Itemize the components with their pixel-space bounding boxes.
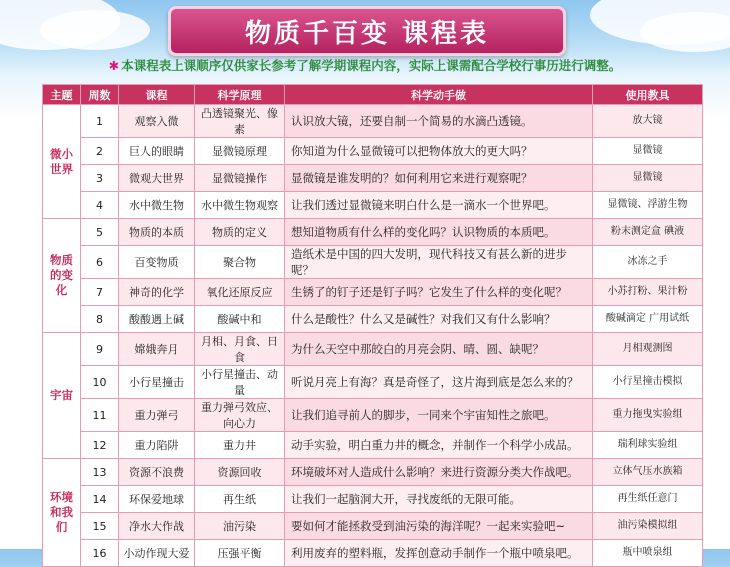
notice-text <box>0 56 730 74</box>
cloud-decoration <box>40 10 150 50</box>
week-cell: 16 <box>81 540 119 567</box>
principle-cell: 再生纸 <box>195 486 285 513</box>
week-cell: 15 <box>81 513 119 540</box>
principle-cell: 显微镜操作 <box>195 165 285 192</box>
activity-cell: 造纸术是中国的四大发明，现代科技又有甚么新的进步呢？ <box>285 246 593 279</box>
course-cell: 重力弹弓 <box>119 399 195 432</box>
week-cell: 1 <box>81 105 119 138</box>
table-row <box>43 138 703 165</box>
tools-cell: 酸碱滴定 广用试纸 <box>593 306 703 333</box>
tools-cell: 冰冻之手 <box>593 246 703 279</box>
activity-cell: 什么是酸性？什么又是碱性？对我们又有什么影响？ <box>285 306 593 333</box>
week-cell: 5 <box>81 219 119 246</box>
week-cell: 7 <box>81 279 119 306</box>
activity-cell: 你知道为什么显微镜可以把物体放大的更大吗？ <box>285 138 593 165</box>
activity-cell: 要如何才能拯救受到油污染的海洋呢？一起来实验吧~ <box>285 513 593 540</box>
principle-cell: 水中微生物观察 <box>195 192 285 219</box>
course-cell: 酸酸遇上碱 <box>119 306 195 333</box>
activity-cell: 听说月亮上有海？真是奇怪了，这片海到底是怎么来的？ <box>285 366 593 399</box>
tools-cell: 粉末测定盒 碘液 <box>593 219 703 246</box>
table-row <box>43 513 703 540</box>
tools-cell: 显微镜 <box>593 165 703 192</box>
table-row <box>43 540 703 567</box>
header-activity: 科学动手做 <box>285 85 593 105</box>
principle-cell: 凸透镜聚光、像素 <box>195 105 285 138</box>
week-cell: 12 <box>81 432 119 459</box>
table-row <box>43 366 703 399</box>
table-row <box>43 219 703 246</box>
activity-cell: 显微镜是谁发明的？如何利用它来进行观察呢？ <box>285 165 593 192</box>
activity-cell: 动手实验，明白重力井的概念，并制作一个科学小成品。 <box>285 432 593 459</box>
week-cell: 14 <box>81 486 119 513</box>
header-tools: 使用教具 <box>593 85 703 105</box>
week-cell: 4 <box>81 192 119 219</box>
tools-cell: 瓶中喷泉组 <box>593 540 703 567</box>
cloud-decoration <box>640 12 730 52</box>
table-header-row <box>43 85 703 105</box>
principle-cell: 重力井 <box>195 432 285 459</box>
week-cell: 9 <box>81 333 119 366</box>
table-row <box>43 486 703 513</box>
notice-label: 本课程表上课顺序仅供家长参考了解学期课程内容，实际上课需配合学校行事历进行调整。 <box>121 58 622 73</box>
tools-cell: 小行星撞击模拟 <box>593 366 703 399</box>
course-cell: 小动作现大爱 <box>119 540 195 567</box>
course-cell: 物质的本质 <box>119 219 195 246</box>
course-cell: 神奇的化学 <box>119 279 195 306</box>
theme-cell: 物质的变化 <box>43 219 81 333</box>
principle-cell: 重力弹弓效应、向心力 <box>195 399 285 432</box>
principle-cell: 月相、月食、日食 <box>195 333 285 366</box>
header-principle: 科学原理 <box>195 85 285 105</box>
course-cell: 巨人的眼睛 <box>119 138 195 165</box>
theme-cell: 宇宙 <box>43 333 81 459</box>
course-cell: 嫦娥奔月 <box>119 333 195 366</box>
header-week: 周数 <box>81 85 119 105</box>
course-cell: 小行星撞击 <box>119 366 195 399</box>
table-row <box>43 105 703 138</box>
principle-cell: 酸碱中和 <box>195 306 285 333</box>
header-course: 课程 <box>119 85 195 105</box>
principle-cell: 氧化还原反应 <box>195 279 285 306</box>
theme-cell: 环境和我们 <box>43 459 81 567</box>
course-cell: 净水大作战 <box>119 513 195 540</box>
course-cell: 资源不浪费 <box>119 459 195 486</box>
table-row <box>43 432 703 459</box>
theme-cell: 微小世界 <box>43 105 81 219</box>
principle-cell: 聚合物 <box>195 246 285 279</box>
table-row <box>43 333 703 366</box>
tools-cell: 立体气压水族箱 <box>593 459 703 486</box>
course-cell: 微观大世界 <box>119 165 195 192</box>
principle-cell: 小行星撞击、动量 <box>195 366 285 399</box>
course-cell: 观察入微 <box>119 105 195 138</box>
tools-cell: 显微镜 <box>593 138 703 165</box>
course-cell: 环保爱地球 <box>119 486 195 513</box>
schedule-table <box>42 84 703 567</box>
table-row <box>43 279 703 306</box>
course-cell: 重力陷阱 <box>119 432 195 459</box>
activity-cell: 让我们透过显微镜来明白什么是一滴水一个世界吧。 <box>285 192 593 219</box>
week-cell: 6 <box>81 246 119 279</box>
activity-cell: 想知道物质有什么样的变化吗？认识物质的本质吧。 <box>285 219 593 246</box>
course-cell: 水中微生物 <box>119 192 195 219</box>
tools-cell: 放大镜 <box>593 105 703 138</box>
tools-cell: 油污染模拟组 <box>593 513 703 540</box>
table-row <box>43 306 703 333</box>
activity-cell: 利用废弃的塑料瓶，发挥创意动手制作一个瓶中喷泉吧。 <box>285 540 593 567</box>
week-cell: 13 <box>81 459 119 486</box>
activity-cell: 让我们一起脑洞大开，寻找废纸的无限可能。 <box>285 486 593 513</box>
tools-cell: 月相观测图 <box>593 333 703 366</box>
principle-cell: 物质的定义 <box>195 219 285 246</box>
principle-cell: 油污染 <box>195 513 285 540</box>
tools-cell: 再生纸任意门 <box>593 486 703 513</box>
activity-cell: 让我们追寻前人的脚步，一同来个宇宙知性之旅吧。 <box>285 399 593 432</box>
tools-cell: 小苏打粉、果汁粉 <box>593 279 703 306</box>
table-row <box>43 459 703 486</box>
tools-cell: 瑞利球实验组 <box>593 432 703 459</box>
table-row <box>43 192 703 219</box>
activity-cell: 生锈了的钉子还是钉子吗？它发生了什么样的变化呢？ <box>285 279 593 306</box>
page-title: 物质千百变 课程表 <box>168 6 566 56</box>
principle-cell: 显微镜原理 <box>195 138 285 165</box>
activity-cell: 环境破坏对人造成什么影响？来进行资源分类大作战吧。 <box>285 459 593 486</box>
activity-cell: 为什么天空中那皎白的月亮会阴、晴、圆、缺呢？ <box>285 333 593 366</box>
week-cell: 8 <box>81 306 119 333</box>
tools-cell: 重力拖曳实验组 <box>593 399 703 432</box>
principle-cell: 资源回收 <box>195 459 285 486</box>
table-row <box>43 399 703 432</box>
table-row <box>43 165 703 192</box>
principle-cell: 压强平衡 <box>195 540 285 567</box>
course-cell: 百变物质 <box>119 246 195 279</box>
week-cell: 10 <box>81 366 119 399</box>
week-cell: 11 <box>81 399 119 432</box>
tools-cell: 显微镜、浮游生物 <box>593 192 703 219</box>
activity-cell: 认识放大镜，还要自制一个简易的水滴凸透镜。 <box>285 105 593 138</box>
header-theme: 主题 <box>43 85 81 105</box>
week-cell: 3 <box>81 165 119 192</box>
table-row <box>43 246 703 279</box>
week-cell: 2 <box>81 138 119 165</box>
star-icon: ✱ <box>108 58 120 73</box>
